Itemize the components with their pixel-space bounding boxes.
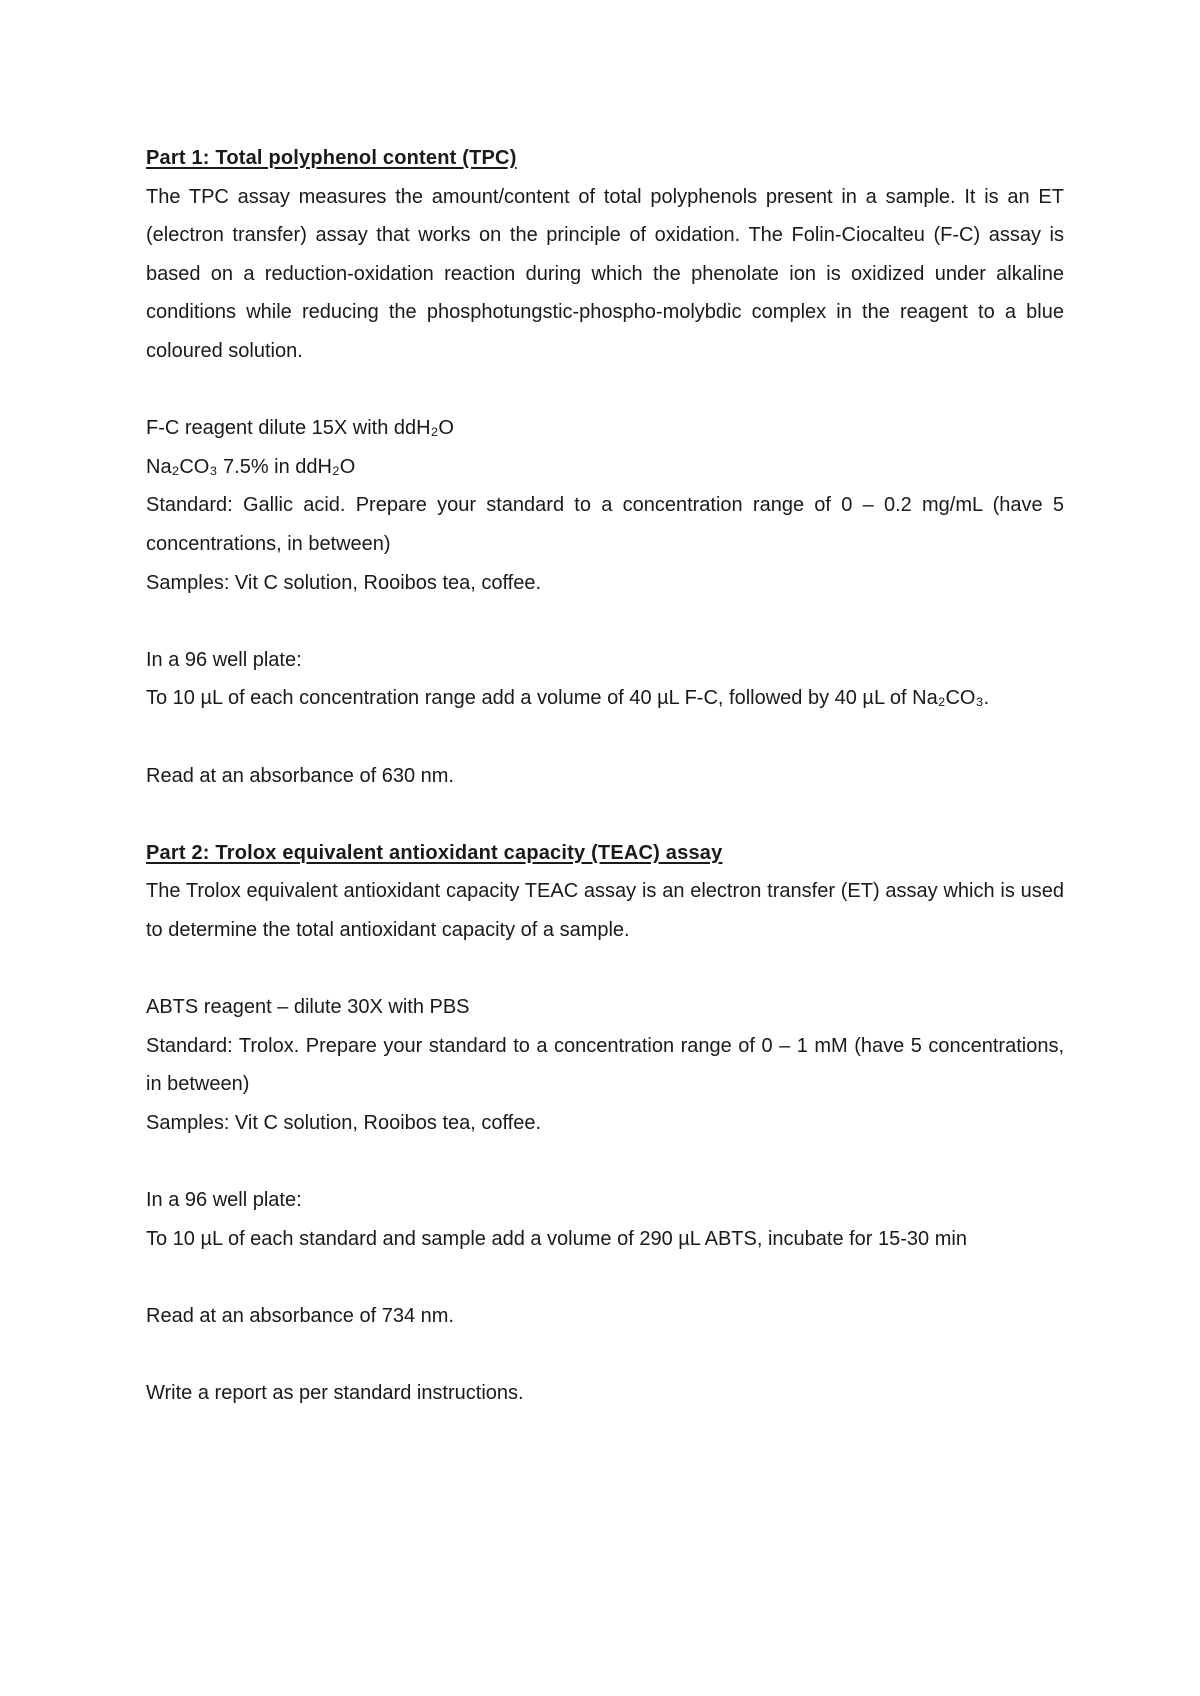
spacer (146, 1142, 1064, 1181)
part1-standard: Standard: Gallic acid. Prepare your standard to a concentration range of 0 – 0.2 mg/mL (have 5 concentrations, in between) (146, 494, 1064, 555)
spacer (146, 1258, 1064, 1297)
part1-plate-intro: In a 96 well plate: (146, 648, 302, 671)
document-page (146, 139, 1064, 1413)
part2-plate-intro: In a 96 well plate: (146, 1189, 302, 1212)
fc-reagent-line: F-C reagent dilute 15X with ddH₂O (146, 417, 454, 440)
part1-read: Read at an absorbance of 630 nm. (146, 764, 454, 787)
spacer (146, 1335, 1064, 1374)
spacer (146, 371, 1064, 410)
spacer (146, 795, 1064, 834)
part1-paragraph: The TPC assay measures the amount/content of total polyphenols present in a sample. It is an ET (electron transfer) assay that works on the principle of oxidation. The Folin-Ciocalteu (F-C) assay is based on a reduction-oxidation reaction during which the phenolate ion is oxidized under alkaline conditions while reducing the phosphotungstic-phospho-molybdic complex in the reagent to a blue coloured solution. (146, 185, 1064, 362)
part2-paragraph: The Trolox equivalent antioxidant capacity TEAC assay is an electron transfer (ET) assay which is used to determine the total antioxidant capacity of a sample. (146, 880, 1064, 941)
spacer (146, 949, 1064, 988)
part2-samples: Samples: Vit C solution, Rooibos tea, coffee. (146, 1111, 542, 1134)
part2-heading: Part 2: Trolox equivalent antioxidant capacity (TEAC) assay (146, 841, 723, 864)
part2-plate-step: To 10 µL of each standard and sample add a volume of 290 µL ABTS, incubate for 15-30 min (146, 1227, 967, 1250)
part1-heading: Part 1: Total polyphenol content (TPC) (146, 147, 517, 169)
part1-plate-step: To 10 µL of each concentration range add a volume of 40 µL F-C, followed by 40 µL of Na₂CO₃. (146, 687, 990, 710)
part2-standard: Standard: Trolox. Prepare your standard to a concentration range of 0 – 1 mM (have 5 concentrations, in between) (146, 1034, 1064, 1096)
closing-instruction: Write a report as per standard instructions. (146, 1382, 524, 1404)
spacer (146, 602, 1064, 641)
part1-samples: Samples: Vit C solution, Rooibos tea, coffee. (146, 571, 542, 594)
na2co3-line: Na₂CO₃ 7.5% in ddH₂O (146, 455, 356, 478)
part2-read: Read at an absorbance of 734 nm. (146, 1304, 454, 1327)
abts-reagent-line: ABTS reagent – dilute 30X with PBS (146, 996, 470, 1019)
spacer (146, 718, 1064, 757)
